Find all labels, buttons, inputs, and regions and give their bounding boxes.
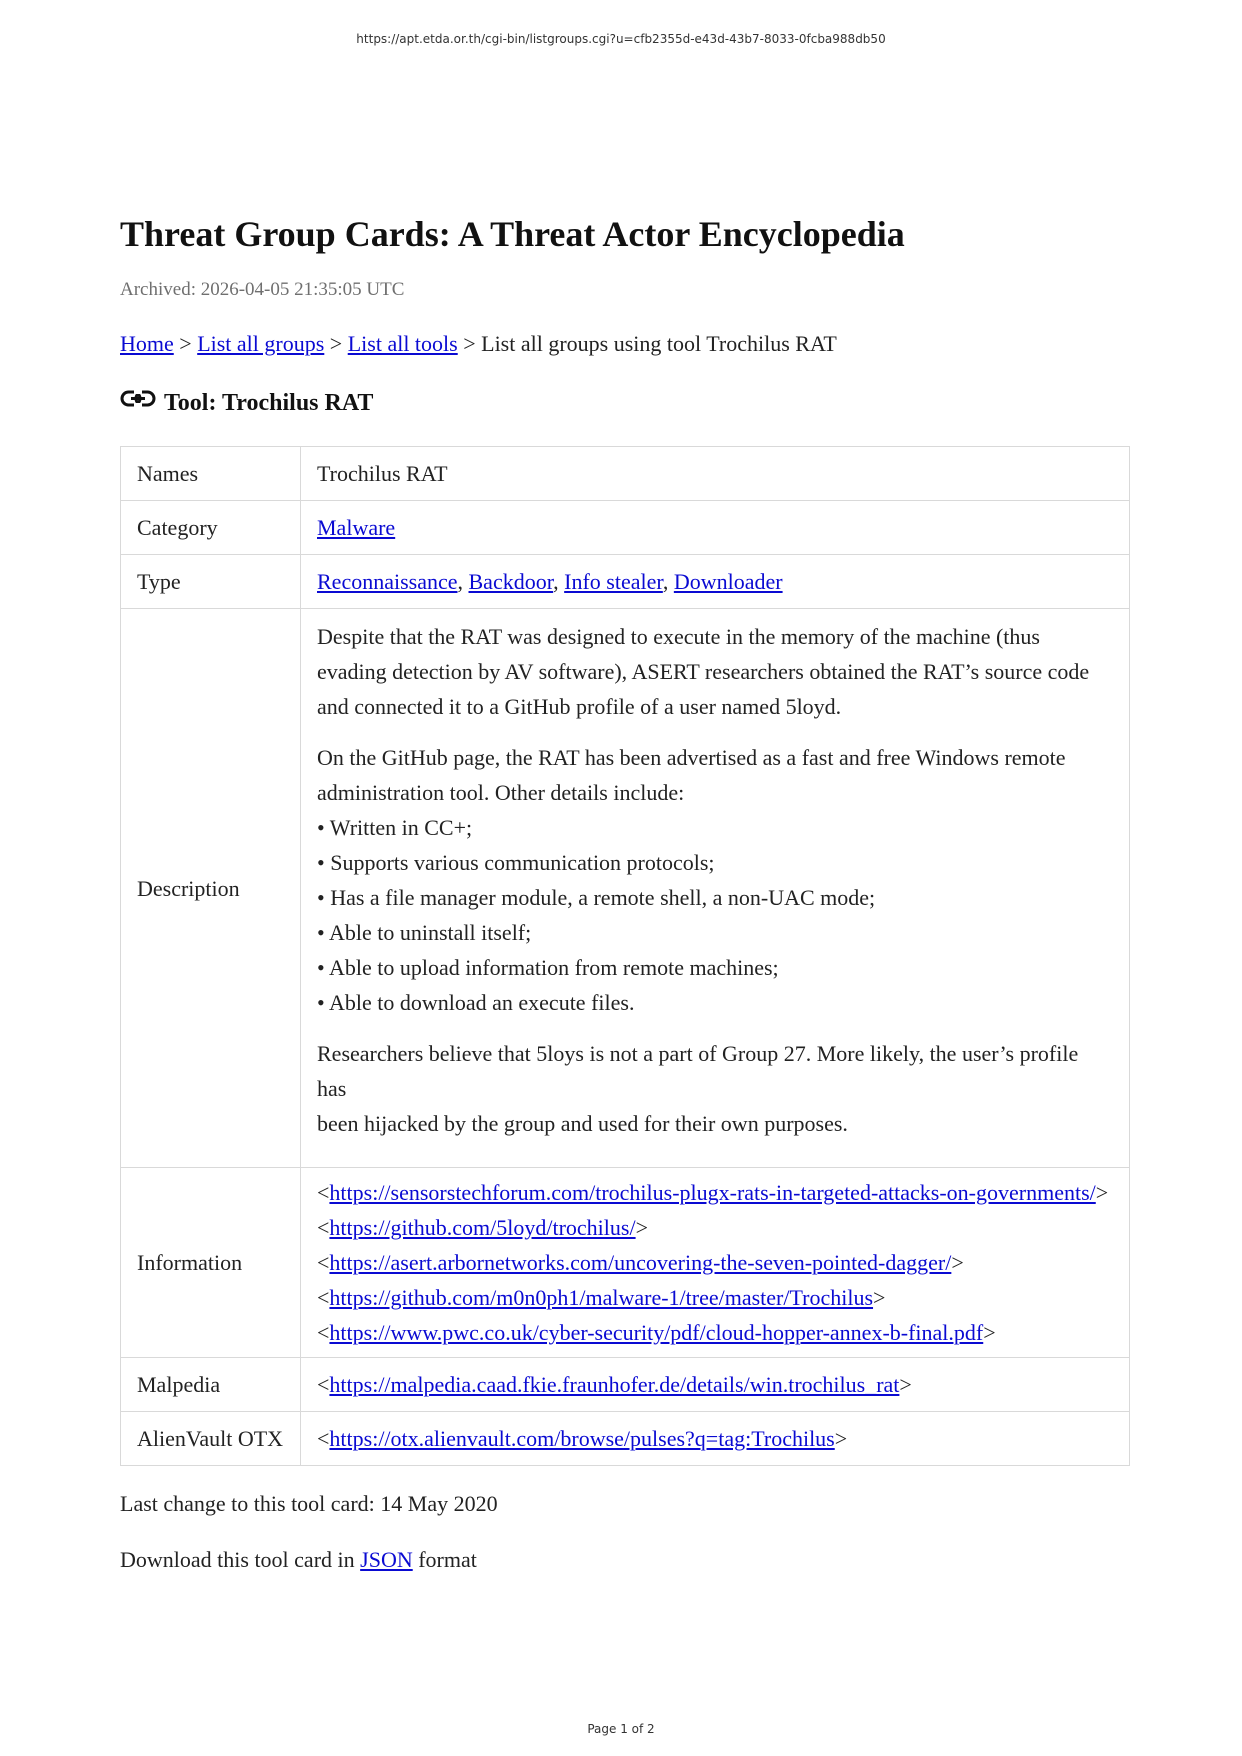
archived-timestamp: Archived: 2026-04-05 21:35:05 UTC xyxy=(120,279,405,300)
breadcrumb-groups-link[interactable]: List all groups xyxy=(197,331,325,356)
angle-close: > xyxy=(635,1215,649,1240)
table-row-information xyxy=(121,1168,1130,1358)
information-link[interactable]: https://github.com/m0n0ph1/malware-1/tree/master/Trochilus xyxy=(329,1285,874,1310)
download-suffix: format xyxy=(412,1547,477,1572)
table-row-names xyxy=(121,447,1130,501)
information-link[interactable]: https://github.com/5loyd/trochilus/ xyxy=(329,1215,636,1240)
angle-open: < xyxy=(317,1320,330,1345)
angle-open: < xyxy=(317,1285,330,1310)
alienvault-label: AlienVault OTX xyxy=(121,1412,301,1466)
angle-open: < xyxy=(317,1426,330,1451)
type-backdoor-link[interactable]: Backdoor xyxy=(468,569,554,594)
description-bullet: • Written in CC+; xyxy=(317,815,473,840)
description-bullet: • Able to upload information from remote machines; xyxy=(317,955,779,980)
description-line: evading detection by AV software), ASERT researchers obtained the RAT’s source code xyxy=(317,659,1090,684)
breadcrumb-separator: > xyxy=(173,331,198,356)
description-bullet: • Able to uninstall itself; xyxy=(317,920,532,945)
breadcrumb-tools-link[interactable]: List all tools xyxy=(347,331,458,356)
description-bullet: • Able to download an execute files. xyxy=(317,990,635,1015)
malpedia-label: Malpedia xyxy=(121,1358,301,1412)
description-paragraph-3 xyxy=(317,1036,1113,1141)
angle-open: < xyxy=(317,1372,330,1397)
table-row-type xyxy=(121,555,1130,609)
information-link-item xyxy=(317,1315,1113,1350)
page-title: Threat Group Cards: A Threat Actor Encyclopedia xyxy=(120,214,905,254)
names-value: Trochilus RAT xyxy=(301,447,1130,501)
information-link-item xyxy=(317,1280,1113,1315)
json-download-link[interactable]: JSON xyxy=(360,1547,413,1572)
type-separator: , xyxy=(553,569,565,594)
angle-close: > xyxy=(873,1285,886,1310)
information-link-item xyxy=(317,1245,1113,1280)
breadcrumb-home-link[interactable]: Home xyxy=(120,331,174,356)
type-separator: , xyxy=(457,569,469,594)
description-paragraph-2 xyxy=(317,740,1113,1020)
type-value xyxy=(301,555,1130,609)
type-separator: , xyxy=(662,569,674,594)
malpedia-value xyxy=(301,1358,1130,1412)
download-prefix: Download this tool card in xyxy=(120,1547,361,1572)
breadcrumb-separator: > xyxy=(324,331,348,356)
print-page-number: Page 1 of 2 xyxy=(587,1722,655,1736)
breadcrumb-current: > List all groups using tool Trochilus RAT xyxy=(457,331,837,356)
description-line: been hijacked by the group and used for their own purposes. xyxy=(317,1111,848,1136)
category-malware-link[interactable]: Malware xyxy=(317,515,396,540)
information-link-item xyxy=(317,1210,1113,1245)
alienvault-link[interactable]: https://otx.alienvault.com/browse/pulses?q=tag:Trochilus xyxy=(329,1426,835,1451)
description-bullet: • Supports various communication protocols; xyxy=(317,850,715,875)
description-value xyxy=(301,609,1130,1168)
description-line: On the GitHub page, the RAT has been advertised as a fast and free Windows remote xyxy=(317,745,1066,770)
description-line: administration tool. Other details include: xyxy=(317,780,685,805)
information-link[interactable]: https://sensorstechforum.com/trochilus-plugx-rats-in-targeted-attacks-on-governments/ xyxy=(329,1180,1096,1205)
angle-close: > xyxy=(899,1372,912,1397)
information-link-item xyxy=(317,1175,1113,1210)
information-label: Information xyxy=(121,1168,301,1358)
alienvault-value xyxy=(301,1412,1130,1466)
angle-open: < xyxy=(317,1215,330,1240)
malpedia-link[interactable]: https://malpedia.caad.fkie.fraunhofer.de/details/win.trochilus_rat xyxy=(329,1372,900,1397)
table-row-category xyxy=(121,501,1130,555)
description-line: Researchers believe that 5loys is not a part of Group 27. More likely, the user’s profile has xyxy=(317,1041,1079,1101)
download-line xyxy=(120,1546,1130,1574)
description-paragraph-1 xyxy=(317,619,1113,724)
main-content xyxy=(120,212,1130,1574)
table-row-description xyxy=(121,609,1130,1168)
angle-close: > xyxy=(1095,1180,1109,1205)
category-value xyxy=(301,501,1130,555)
tool-heading-text: Tool: Trochilus RAT xyxy=(164,390,374,416)
type-label: Type xyxy=(121,555,301,609)
breadcrumb xyxy=(120,330,1130,358)
angle-close: > xyxy=(951,1250,964,1275)
tool-heading xyxy=(120,388,1130,418)
table-row-malpedia xyxy=(121,1358,1130,1412)
type-reconnaissance-link[interactable]: Reconnaissance xyxy=(317,569,458,594)
information-value xyxy=(301,1168,1130,1358)
description-line: and connected it to a GitHub profile of a user named 5loyd. xyxy=(317,694,842,719)
information-link[interactable]: https://asert.arbornetworks.com/uncovering-the-seven-pointed-dagger/ xyxy=(329,1250,952,1275)
type-info-stealer-link[interactable]: Info stealer xyxy=(564,569,663,594)
category-label: Category xyxy=(121,501,301,555)
type-downloader-link[interactable]: Downloader xyxy=(673,569,783,594)
names-label: Names xyxy=(121,447,301,501)
angle-close: > xyxy=(834,1426,848,1451)
angle-open: < xyxy=(317,1180,330,1205)
description-line: Despite that the RAT was designed to execute in the memory of the machine (thus xyxy=(317,624,1040,649)
information-link[interactable]: https://www.pwc.co.uk/cyber-security/pdf/cloud-hopper-annex-b-final.pdf xyxy=(329,1320,984,1345)
description-bullet: • Has a file manager module, a remote shell, a non-UAC mode; xyxy=(317,885,876,910)
table-row-alienvault xyxy=(121,1412,1130,1466)
angle-close: > xyxy=(983,1320,996,1345)
last-change-text: Last change to this tool card: 14 May 2020 xyxy=(120,1491,498,1516)
description-label: Description xyxy=(121,609,301,1168)
print-header-url: https://apt.etda.or.th/cgi-bin/listgroups.cgi?u=cfb2355d-e43d-43b7-8033-0fcba988db50 xyxy=(356,32,886,46)
angle-open: < xyxy=(317,1250,330,1275)
tool-card-table xyxy=(120,446,1130,1466)
link-icon xyxy=(120,386,156,412)
